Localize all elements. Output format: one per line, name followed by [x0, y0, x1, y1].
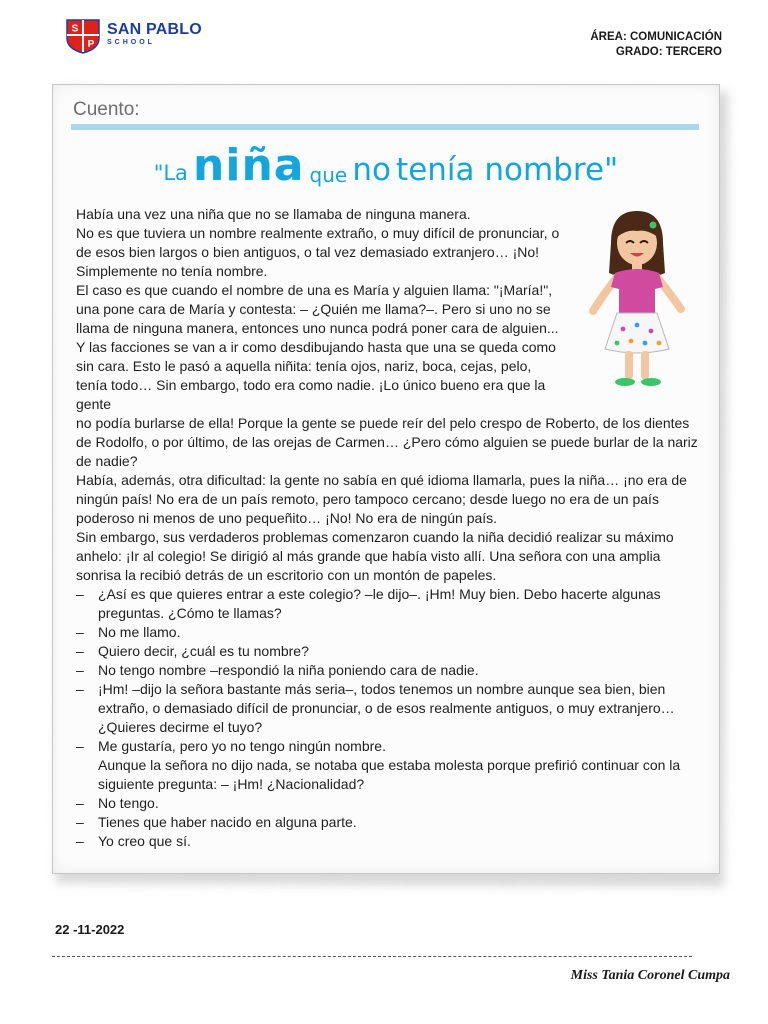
dialogue-text: No tengo. — [98, 795, 159, 811]
dialogue-line — [76, 680, 706, 737]
dialogue-dash: – — [76, 795, 84, 811]
dialogue-line — [76, 623, 706, 642]
dialogue-text: ¿Así es que quieres entrar a este colegio? –le dijo–. ¡Hm! Muy bien. Debo hacerte algunas preguntas. ¿Cómo te llamas? — [98, 586, 661, 621]
teacher-signature: Miss Tania Coronel Cumpa — [570, 968, 730, 983]
grade-label: GRADO: — [615, 46, 663, 58]
dialogue-line — [76, 585, 706, 623]
title-no: no — [352, 152, 391, 188]
course-info — [590, 30, 722, 60]
dialogue-dash: – — [76, 624, 84, 640]
dialogue-dash: – — [76, 833, 84, 849]
section-rule — [71, 124, 699, 130]
dialogue-text: No me llamo. — [98, 624, 181, 640]
title-nina: niña — [193, 140, 305, 191]
grade-line — [590, 45, 722, 60]
school-logo — [65, 18, 205, 58]
dialogue-line — [76, 737, 706, 756]
dialogue-line — [76, 642, 706, 661]
dialogue-text: Tienes que haber nacido en alguna parte. — [98, 814, 357, 830]
dialogue-dash: – — [76, 681, 84, 697]
area-value: COMUNICACIÓN — [630, 31, 722, 43]
school-name: SAN PABLO — [107, 21, 202, 38]
story-intro — [76, 205, 566, 414]
story-paragraph: Sin embargo, sus verdaderos problemas comenzaron cuando la niña decidió realizar su máximo anhelo: ¡Ir al colegio! Se dirigió al más grande que había visto allí. Una señora con una amplia sonrisa la recibió detrás de un escritorio con un montón de papeles. — [76, 529, 674, 583]
narration-continuation: Aunque la señora no dijo nada, se notaba que estaba molesta porque prefirió continuar con la siguiente pregunta: – ¡Hm! ¿Nacionalidad? — [98, 757, 681, 792]
grade-value: TERCERO — [665, 46, 722, 58]
shield-icon — [65, 18, 101, 54]
area-label: ÁREA: — [590, 31, 627, 43]
story-paragraph: Había, además, otra dificultad: la gente no sabía en qué idioma llamarla, pues la niña… ¡no era de ningún país! No era de un país remoto, pero tampoco cercano; desde luego no era de un país poderoso ni menos de uno pequeñito… ¡No! No era de ningún país. — [76, 472, 687, 526]
story-paragraph: Había una vez una niña que no se llamaba de ninguna manera. — [76, 206, 471, 222]
dialogue-dash: – — [76, 643, 84, 659]
area-line — [590, 30, 722, 45]
shield-letter-s: S — [71, 23, 79, 35]
dialogue-dash: – — [76, 586, 84, 602]
section-label: Cuento: — [73, 99, 140, 120]
dialogue-line — [76, 794, 706, 813]
dialogue-text: Me gustaría, pero yo no tengo ningún nombre. — [98, 738, 386, 754]
dialogue-line — [76, 661, 706, 680]
dialogue-text: ¡Hm! –dijo la señora bastante más seria–, todos tenemos un nombre aunque sea bien, bien extraño, o demasiado difícil de pronunciar, o de esos realmente antiguos, o muy extranjero… ¿Quieres decirme el tuyo? — [98, 681, 675, 735]
title-que: que — [309, 163, 348, 187]
story-body — [76, 205, 706, 851]
dialogue-line — [76, 813, 706, 832]
dialogue-line — [76, 832, 706, 851]
dialogue-text: No tengo nombre –respondió la niña poniendo cara de nadie. — [98, 662, 479, 678]
dialogue-text: Yo creo que sí. — [98, 833, 191, 849]
dialogue-dash: – — [76, 814, 84, 830]
story-paragraph: no podía burlarse de ella! Porque la gente se puede reír del pelo crespo de Roberto, de los dientes de Rodolfo, o por último, de las orejas de Carmen… ¿Pero cómo alguien se puede burlar de la nariz de nadie? — [76, 415, 698, 469]
dialogue-text: Quiero decir, ¿cuál es tu nombre? — [98, 643, 309, 659]
dialogue-dash: – — [76, 738, 84, 754]
title-rest: tenía nombre" — [396, 152, 619, 188]
dashed-divider — [52, 956, 692, 957]
story-sheet — [52, 84, 720, 874]
title-la: "La — [153, 161, 188, 185]
date-label: 22 -11-2022 — [55, 922, 125, 937]
shield-letter-p: P — [87, 39, 95, 50]
school-subtitle: SCHOOL — [107, 39, 155, 46]
story-paragraph: El caso es que cuando el nombre de una es María y alguien llama: "¡María!", una pone cara de María y contesta: – ¿Quién me llama?–. Pero si uno no se llama de ninguna manera, entonces uno nunca podrá poner cara de alguien... Y las facciones se van a ir como desdibujando hasta que una se queda como sin cara. Esto le pasó a aquella niñita: tenía ojos, nariz, boca, cejas, pelo, tenía todo… Sin embargo, todo era como nadie. ¡Lo único bueno era que la gente — [76, 282, 559, 412]
story-title — [53, 140, 719, 191]
dialogue-dash: – — [76, 662, 84, 678]
story-paragraph: No es que tuviera un nombre realmente extraño, o muy difícil de pronunciar, o de esos bien largos o bien antiguos, o tal vez demasiado extranjero… ¡No! Simplemente no tenía nombre. — [76, 225, 560, 279]
